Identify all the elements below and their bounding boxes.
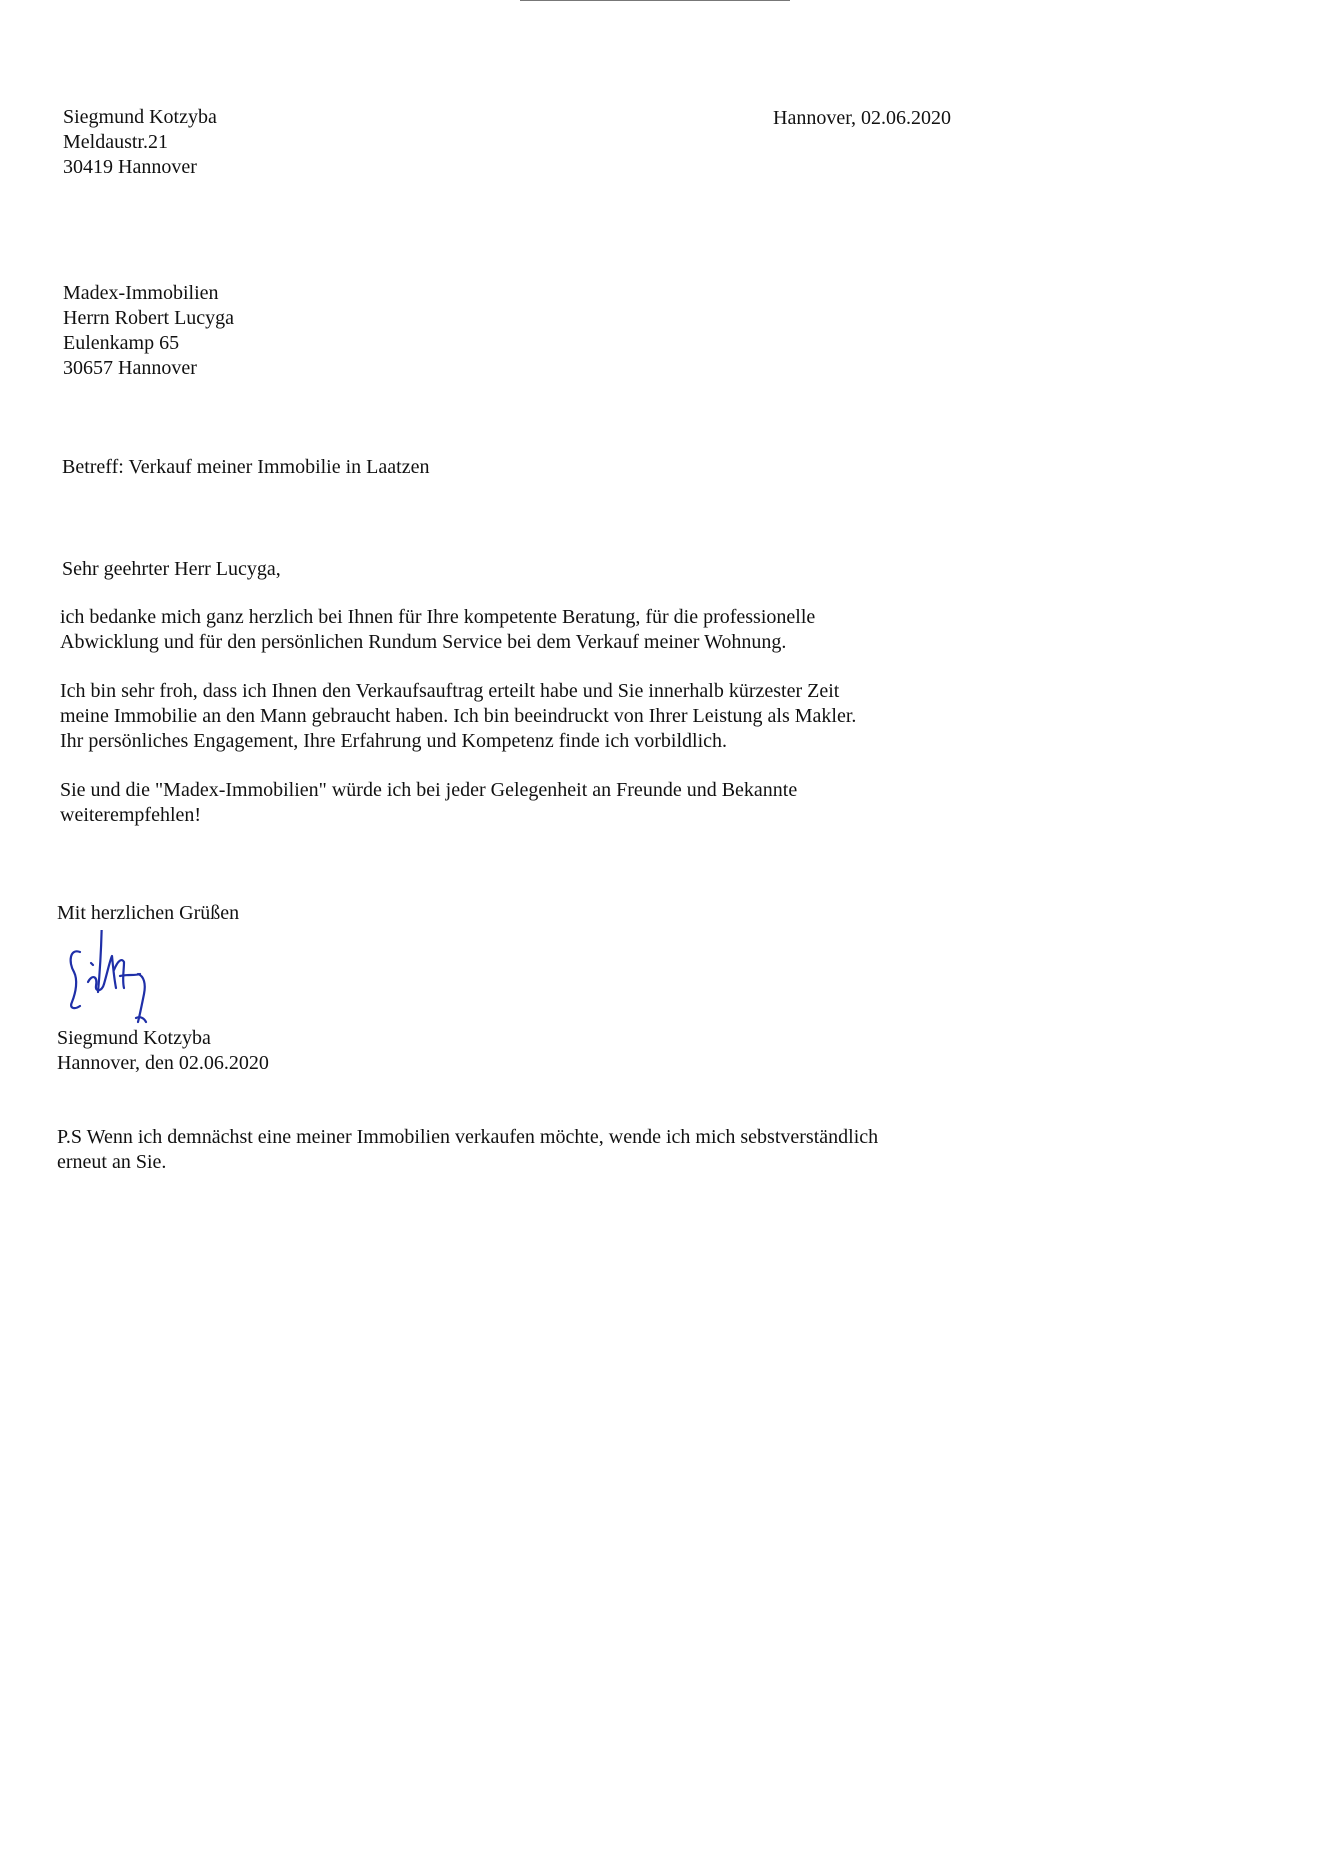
paragraph-line: Abwicklung und für den persönlichen Rundum Service bei dem Verkauf meiner Wohnung.	[60, 631, 787, 653]
paragraph-line: meine Immobilie an den Mann gebraucht haben. Ich bin beeindruckt von Ihrer Leistung als Makler.	[60, 705, 857, 727]
salutation	[62, 557, 281, 582]
signer-place-date: Hannover, den 02.06.2020	[57, 1052, 269, 1074]
date-text: Hannover, 02.06.2020	[773, 107, 952, 129]
sender-city: 30419 Hannover	[63, 156, 197, 178]
body-paragraph-1	[60, 605, 815, 655]
scan-edge-line	[520, 0, 790, 1]
postscript-line: erneut an Sie.	[57, 1151, 167, 1173]
recipient-street: Eulenkamp 65	[63, 332, 180, 354]
recipient-city: 30657 Hannover	[63, 357, 197, 379]
paragraph-line: Ihr persönliches Engagement, Ihre Erfahrung und Kompetenz finde ich vorbildlich.	[60, 730, 728, 752]
letter-date	[773, 106, 951, 131]
body-paragraph-2	[60, 679, 856, 754]
recipient-contact: Herrn Robert Lucyga	[63, 307, 235, 329]
paragraph-line: Ich bin sehr froh, dass ich Ihnen den Verkaufsauftrag erteilt habe und Sie innerhalb kürzester Zeit	[60, 680, 840, 702]
subject-line	[62, 455, 429, 480]
closing-text: Mit herzlichen Grüßen	[57, 902, 240, 924]
recipient-company: Madex-Immobilien	[63, 282, 219, 304]
paragraph-line: Sie und die "Madex-Immobilien" würde ich bei jeder Gelegenheit an Freunde und Bekannte	[60, 779, 798, 801]
postscript	[57, 1125, 878, 1175]
paragraph-line: ich bedanke mich ganz herzlich bei Ihnen für Ihre kompetente Beratung, für die professionelle	[60, 606, 816, 628]
sender-name: Siegmund Kotzyba	[63, 106, 217, 128]
signature-icon	[58, 930, 183, 1030]
recipient-address	[63, 281, 234, 381]
salutation-text: Sehr geehrter Herr Lucyga,	[62, 558, 281, 580]
postscript-line: P.S Wenn ich demnächst eine meiner Immobilien verkaufen möchte, wende ich mich sebstverständlich	[57, 1126, 879, 1148]
sender-address	[63, 105, 217, 180]
paragraph-line: weiterempfehlen!	[60, 804, 202, 826]
signer-name: Siegmund Kotzyba	[57, 1027, 211, 1049]
body-paragraph-3	[60, 778, 797, 828]
signer-block	[57, 1026, 269, 1076]
sender-street: Meldaustr.21	[63, 131, 168, 153]
subject-text: Betreff: Verkauf meiner Immobilie in Laatzen	[62, 456, 430, 478]
handwritten-signature	[58, 930, 183, 1030]
closing	[57, 901, 239, 926]
